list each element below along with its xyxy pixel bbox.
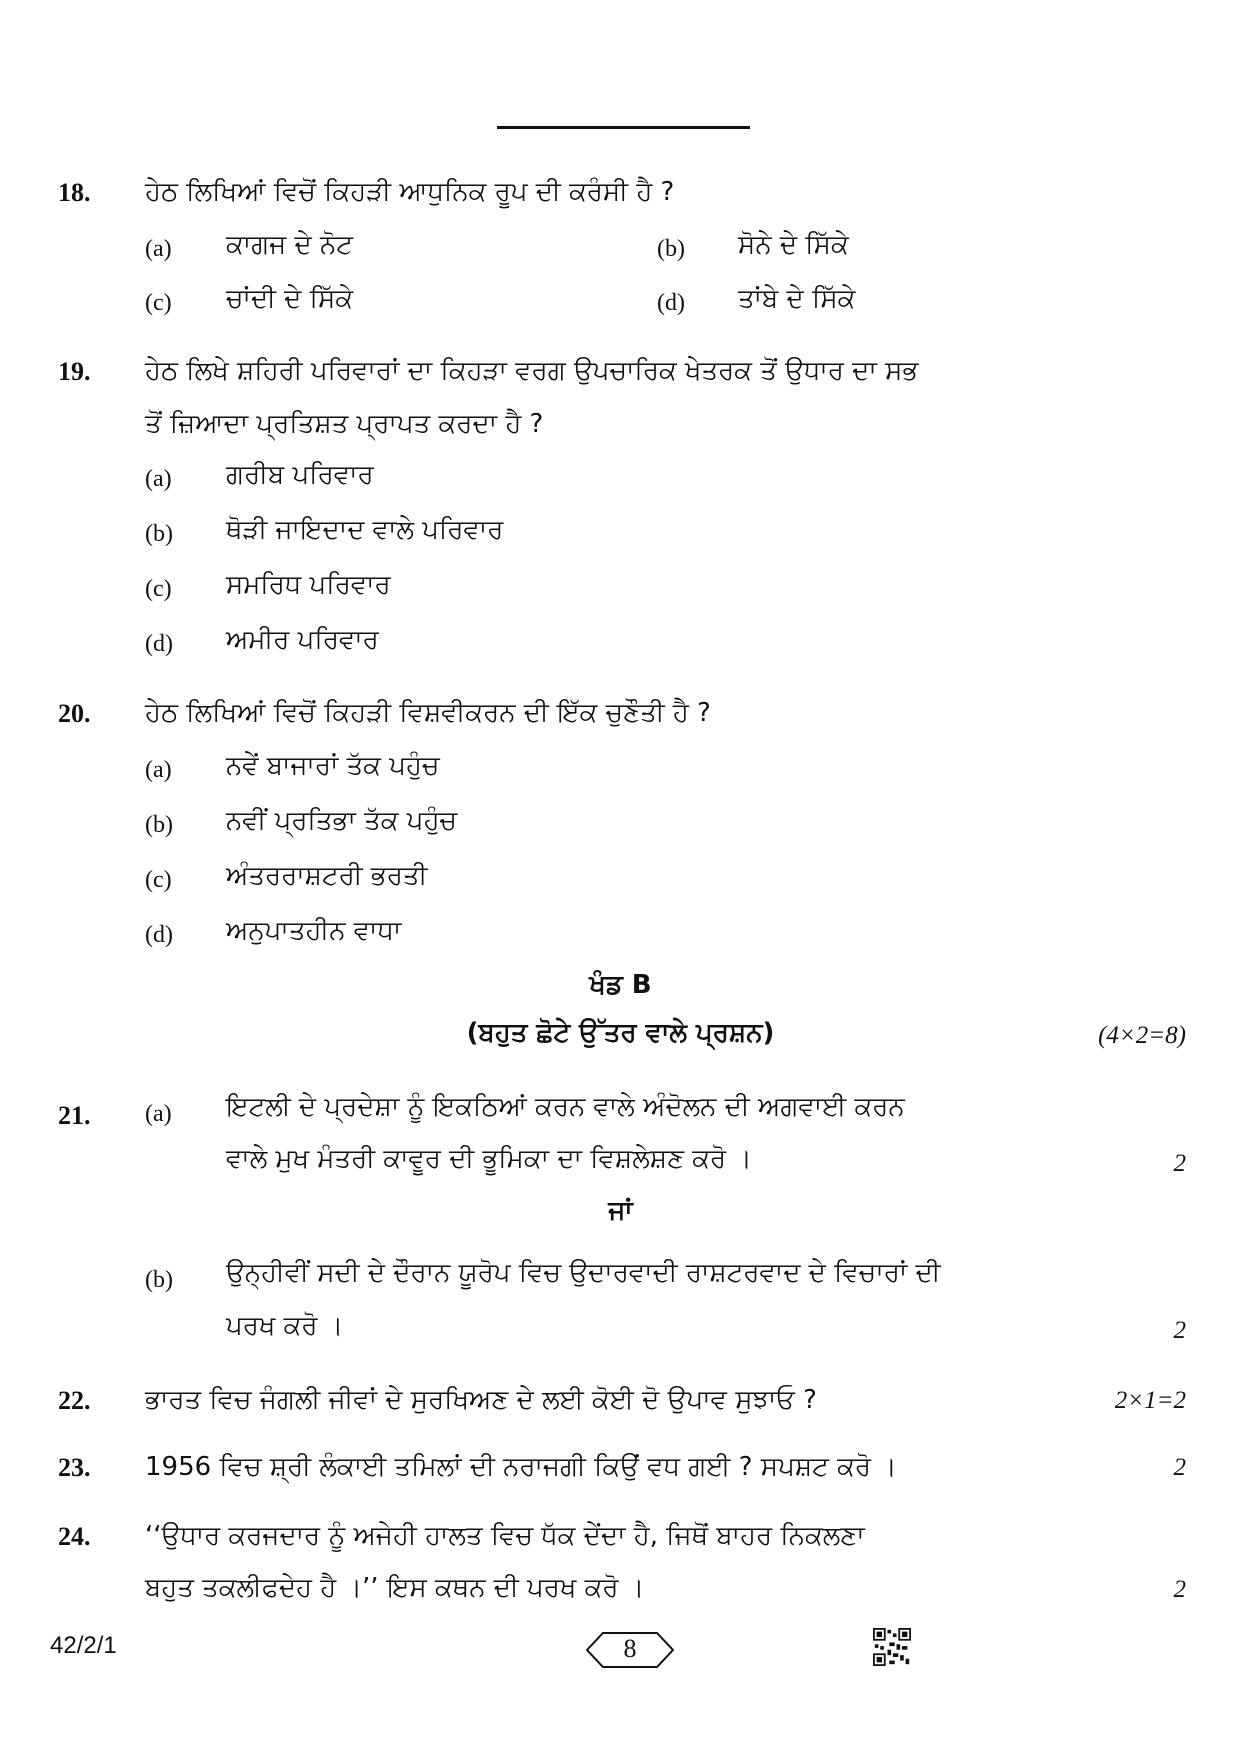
q20-option-b-text: ਨਵੀਂ ਪ੍ਰਤਿਭਾ ਤੱਕ ਪਹੁੰਚ — [226, 806, 458, 836]
q21-part-b-marks: 2 — [1173, 1317, 1186, 1344]
question-number-18: 18. — [58, 178, 91, 207]
question-number-21: 21. — [58, 1101, 91, 1130]
question-23-marks: 2 — [1173, 1454, 1186, 1481]
question-number-20: 20. — [58, 699, 91, 728]
q18-option-a-text: ਕਾਗਜ ਦੇ ਨੋਟ — [226, 230, 353, 260]
top-divider — [497, 126, 750, 129]
q21-part-b-line-1: ਉਨ੍ਹੀਵੀਂ ਸਦੀ ਦੇ ਦੌਰਾਨ ਯੂਰੋਪ ਵਿਚ ਉਦਾਰਵਾਦੀ ਰਾਸ਼ਟਰਵਾਦ ਦੇ ਵਿਚਾਰਾਂ ਦੀ — [226, 1258, 941, 1288]
q18-option-b-text: ਸੋਨੇ ਦੇ ਸਿੱਕੇ — [738, 230, 849, 260]
paper-code: 42/2/1 — [50, 1632, 117, 1659]
q18-option-d-text: ਤਾਂਬੇ ਦੇ ਸਿੱਕੇ — [738, 284, 856, 314]
question-20-text: ਹੇਠ ਲਿਖਿਆਂ ਵਿਚੋਂ ਕਿਹੜੀ ਵਿਸ਼ਵੀਕਰਨ ਦੀ ਇੱਕ ਚੁਣੌਤੀ ਹੈ ? — [145, 698, 711, 728]
q18-option-c-text: ਚਾਂਦੀ ਦੇ ਸਿੱਕੇ — [226, 284, 354, 314]
q19-option-b-text: ਥੋੜੀ ਜਾਇਦਾਦ ਵਾਲੇ ਪਰਿਵਾਰ — [226, 515, 504, 545]
question-24-line-1: ‘‘ਉਧਾਰ ਕਰਜਦਾਰ ਨੂੰ ਅਜੇਹੀ ਹਾਲਤ ਵਿਚ ਧੱਕ ਦੇਂਦਾ ਹੈ, ਜਿਥੋਂ ਬਾਹਰ ਨਿਕਲਣਾ — [145, 1521, 865, 1551]
q19-option-c-text: ਸਮਰਿਧ ਪਰਿਵਾਰ — [226, 570, 391, 600]
q20-option-d-text: ਅਨੁਪਾਤਹੀਨ ਵਾਧਾ — [226, 916, 402, 946]
question-22-marks: 2×1=2 — [1114, 1387, 1186, 1414]
q19-option-a-text: ਗਰੀਬ ਪਰਿਵਾਰ — [226, 460, 374, 490]
question-24-marks: 2 — [1173, 1576, 1186, 1603]
q21-part-a-label: (a) — [145, 1101, 172, 1127]
q20-option-a-label: (a) — [145, 757, 172, 783]
question-19-line-1: ਹੇਠ ਲਿਖੇ ਸ਼ਹਿਰੀ ਪਰਿਵਾਰਾਂ ਦਾ ਕਿਹੜਾ ਵਰਗ ਉਪਚਾਰਿਕ ਖੇਤਰਕ ਤੋਂ ਉਧਾਰ ਦਾ ਸਭ — [145, 356, 919, 386]
q21-part-a-line-2: ਵਾਲੇ ਮੁਖ ਮੰਤਰੀ ਕਾਵੂਰ ਦੀ ਭੂਮਿਕਾ ਦਾ ਵਿਸ਼ਲੇਸ਼ਣ ਕਰੋ । — [226, 1144, 752, 1174]
question-number-24: 24. — [58, 1522, 91, 1551]
question-23-text: 1956 ਵਿਚ ਸ਼੍ਰੀ ਲੰਕਾਈ ਤਮਿਲਾਂ ਦੀ ਨਰਾਜਗੀ ਕਿਉਂ ਵਧ ਗਈ ? ਸਪਸ਼ਟ ਕਰੋ । — [145, 1452, 897, 1482]
question-18-text: ਹੇਠ ਲਿਖਿਆਂ ਵਿਚੋਂ ਕਿਹੜੀ ਆਧੁਨਿਕ ਰੂਪ ਦੀ ਕਰੰਸੀ ਹੈ ? — [145, 177, 675, 207]
q21-part-a-marks: 2 — [1173, 1150, 1186, 1177]
question-number-19: 19. — [58, 357, 91, 386]
q21-part-a-line-1: ਇਟਲੀ ਦੇ ਪ੍ਰਦੇਸ਼ਾ ਨੂੰ ਇਕਠਿਆਂ ਕਰਨ ਵਾਲੇ ਅੰਦੋਲਨ ਦੀ ਅਗਵਾਈ ਕਰਨ — [226, 1092, 905, 1122]
q19-option-a-label: (a) — [145, 466, 172, 492]
q18-option-b-label: (b) — [657, 236, 685, 262]
q21-or-separator: ਜਾਂ — [608, 1196, 633, 1226]
q19-option-b-label: (b) — [145, 521, 173, 547]
question-19-line-2: ਤੋਂ ਜ਼ਿਆਦਾ ਪ੍ਰਤਿਸ਼ਤ ਪ੍ਰਾਪਤ ਕਰਦਾ ਹੈ ? — [145, 409, 544, 439]
q21-part-b-label: (b) — [145, 1267, 173, 1293]
q19-option-d-text: ਅਮੀਰ ਪਰਿਵਾਰ — [226, 625, 379, 655]
q20-option-d-label: (d) — [145, 922, 173, 948]
q21-part-b-line-2: ਪਰਖ ਕਰੋ । — [226, 1311, 344, 1341]
q18-option-a-label: (a) — [145, 236, 172, 262]
question-22-text: ਭਾਰਤ ਵਿਚ ਜੰਗਲੀ ਜੀਵਾਂ ਦੇ ਸੁਰਖਿਅਣ ਦੇ ਲਈ ਕੋਈ ਦੋ ਉਪਾਵ ਸੁਝਾਓ ? — [145, 1385, 817, 1415]
question-number-22: 22. — [58, 1386, 91, 1415]
q18-option-d-label: (d) — [657, 290, 685, 316]
q19-option-c-label: (c) — [145, 576, 172, 602]
section-b-marks: (4×2=8) — [1098, 1022, 1186, 1049]
q20-option-c-text: ਅੰਤਰਰਾਸ਼ਟਰੀ ਭਰਤੀ — [226, 861, 428, 891]
q20-option-c-label: (c) — [145, 867, 172, 893]
q19-option-d-label: (d) — [145, 631, 173, 657]
q20-option-a-text: ਨਵੇਂ ਬਾਜਾਰਾਂ ਤੱਕ ਪਹੁੰਚ — [226, 751, 440, 781]
page-number: 8 — [623, 1634, 637, 1663]
q20-option-b-label: (b) — [145, 812, 173, 838]
q18-option-c-label: (c) — [145, 290, 172, 316]
question-24-line-2: ਬਹੁਤ ਤਕਲੀਫਦੇਹ ਹੈ ।’’ ਇਸ ਕਥਨ ਦੀ ਪਰਖ ਕਰੋ । — [145, 1573, 645, 1603]
section-b-title: ਖੰਡ B — [589, 970, 652, 1000]
qr-code-icon — [873, 1628, 911, 1666]
question-number-23: 23. — [58, 1453, 91, 1482]
section-b-subtitle: (ਬਹੁਤ ਛੋਟੇ ਉੱਤਰ ਵਾਲੇ ਪ੍ਰਸ਼ਨ) — [466, 1018, 775, 1048]
